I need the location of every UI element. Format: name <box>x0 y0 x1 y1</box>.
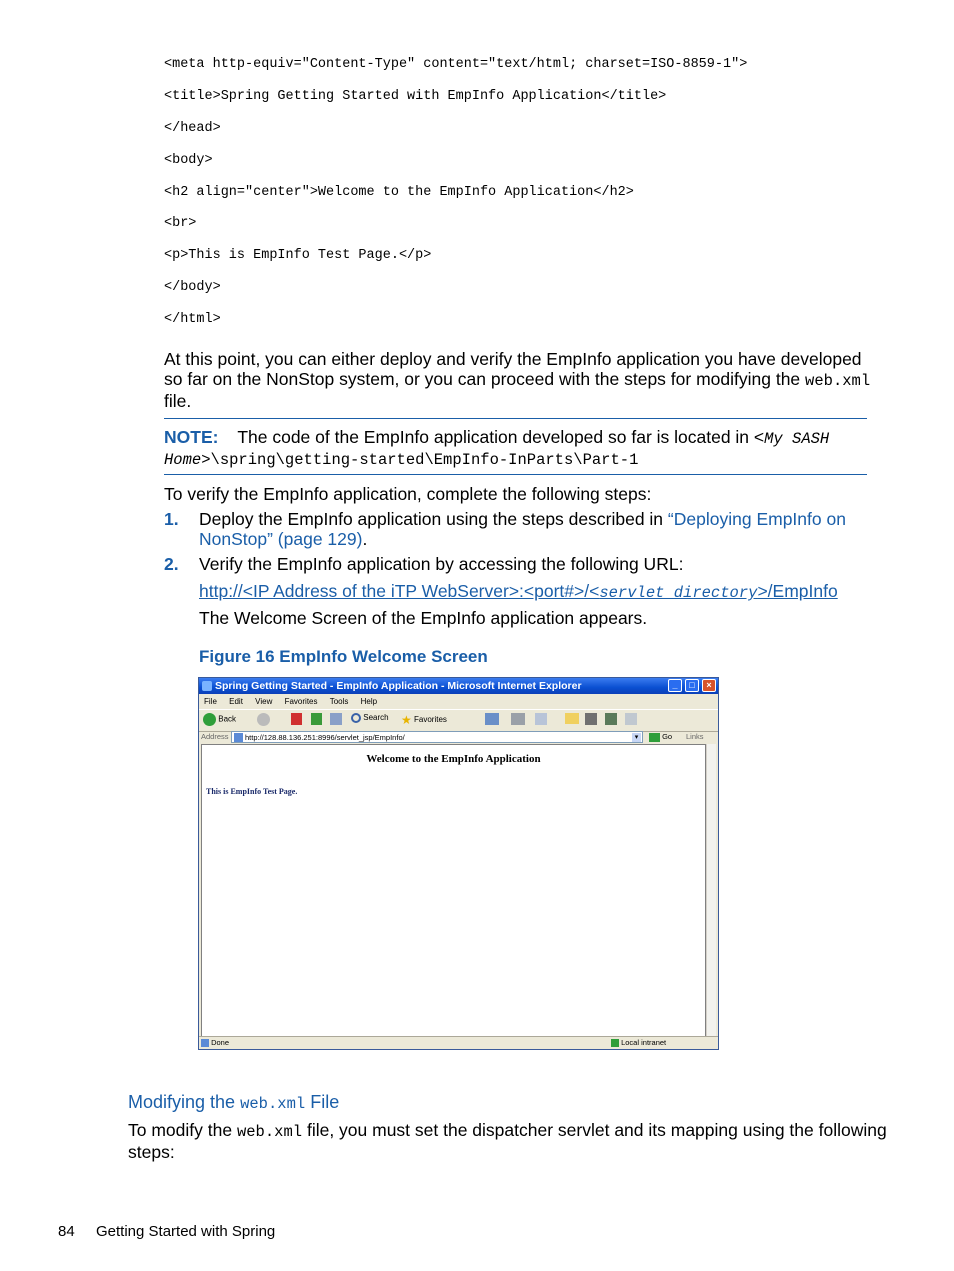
step-text: NonStop” (page 129). <box>199 529 368 549</box>
menu-view[interactable]: View <box>255 697 273 706</box>
code-line: <br> <box>164 216 197 231</box>
intranet-icon <box>611 1039 619 1047</box>
note-label: NOTE: <box>164 427 219 447</box>
star-icon: ★ <box>401 713 412 727</box>
minimize-icon[interactable]: _ <box>668 679 682 692</box>
page-heading: Welcome to the EmpInfo Application <box>366 753 541 765</box>
code-line: <body> <box>164 153 213 168</box>
home-icon[interactable] <box>330 713 342 725</box>
note: NOTE: The code of the EmpInfo application developed so far is located in <My SASH <box>164 427 830 448</box>
ie-icon <box>202 681 212 691</box>
step-result: The Welcome Screen of the EmpInfo application appears. <box>199 608 648 628</box>
maximize-icon[interactable]: □ <box>685 679 699 692</box>
code-line: <meta http-equiv="Content-Type" content="text/html; charset=ISO-8859-1"> <box>164 57 748 72</box>
note-top-rule <box>164 418 867 419</box>
menu-tools[interactable]: Tools <box>329 697 349 706</box>
section-body: To modify the web.xml file, you must set the dispatcher servlet and its mapping using the following <box>128 1120 887 1141</box>
search-icon <box>351 713 361 723</box>
favorites-button[interactable]: ★ Favorites <box>401 713 447 727</box>
search-button[interactable]: Search <box>351 713 389 723</box>
page-done-icon <box>201 1039 209 1047</box>
window-titlebar <box>199 678 718 694</box>
status-text: Done <box>211 1038 230 1047</box>
address-input[interactable]: http://128.88.136.251:8996/servlet_jsp/EmpInfo/ ▾ <box>231 731 643 743</box>
code-line: <h2 align="center">Welcome to the EmpInfo Application</h2> <box>164 185 634 200</box>
page-number: 84 <box>58 1223 75 1240</box>
code-line: </head> <box>164 121 221 136</box>
step-number: 1. <box>164 509 179 529</box>
media-icon[interactable] <box>485 713 499 725</box>
links-button[interactable]: Links <box>686 732 704 741</box>
step-text: Verify the EmpInfo application by accessing the following URL: <box>199 554 684 574</box>
paragraph-line: file. <box>164 391 192 411</box>
zone-indicator: Local intranet <box>611 1037 666 1049</box>
menu-help[interactable]: Help <box>360 697 378 706</box>
back-button[interactable]: Back <box>203 713 236 726</box>
paragraph-line: At this point, you can either deploy and verify the EmpInfo application you have developed <box>164 349 862 369</box>
status-bar <box>199 1036 718 1049</box>
toolbar <box>199 709 718 732</box>
footer-title: Getting Started with Spring <box>96 1223 276 1240</box>
browser-window <box>198 677 719 1050</box>
code-line: <p>This is EmpInfo Test Page.</p> <box>164 248 432 263</box>
edit-icon[interactable] <box>535 713 547 725</box>
refresh-icon[interactable] <box>311 713 322 725</box>
go-button[interactable]: Go <box>649 730 672 744</box>
code-line: </html> <box>164 312 221 327</box>
code-line: <title>Spring Getting Started with EmpInfo Application</title> <box>164 89 667 104</box>
figure-caption: Figure 16 EmpInfo Welcome Screen <box>199 647 488 666</box>
back-arrow-icon <box>203 713 216 726</box>
note-path: Home>\spring\getting-started\EmpInfo-InParts\Part-1 <box>164 451 639 469</box>
close-icon[interactable]: × <box>702 679 716 692</box>
address-label: Address <box>201 732 229 741</box>
forward-arrow-icon[interactable] <box>257 713 270 726</box>
note-bottom-rule <box>164 474 867 475</box>
address-bar <box>199 730 718 744</box>
deploying-link[interactable]: “Deploying EmpInfo on <box>667 509 846 529</box>
code-line: </body> <box>164 280 221 295</box>
paragraph-line: so far on the NonStop system, or you can proceed with the steps for modifying the web.xml <box>164 369 871 390</box>
stop-icon[interactable] <box>291 713 302 725</box>
menu-bar <box>199 695 718 708</box>
menu-edit[interactable]: Edit <box>229 697 243 706</box>
step-text: Deploy the EmpInfo application using the steps described in “Deploying EmpInfo on <box>199 509 846 529</box>
folder-icon[interactable] <box>565 713 579 724</box>
messenger-icon[interactable] <box>605 713 617 725</box>
page-icon <box>234 733 243 742</box>
dropdown-icon[interactable]: ▾ <box>632 733 641 742</box>
section-body: steps: <box>128 1142 175 1162</box>
print-icon[interactable] <box>511 713 525 725</box>
discuss-icon[interactable] <box>585 713 597 725</box>
menu-file[interactable]: File <box>204 697 217 706</box>
section-heading: Modifying the web.xml File <box>128 1092 340 1113</box>
window-title: Spring Getting Started - EmpInfo Application - Microsoft Internet Explorer <box>215 680 582 692</box>
vertical-scrollbar[interactable] <box>706 744 716 1037</box>
page-paragraph: This is EmpInfo Test Page. <box>206 787 298 796</box>
menu-favorites[interactable]: Favorites <box>284 697 318 706</box>
step-number: 2. <box>164 554 179 574</box>
research-icon[interactable] <box>625 713 637 725</box>
page-content <box>201 744 706 1037</box>
steps-intro: To verify the EmpInfo application, complete the following steps: <box>164 484 652 504</box>
empinfo-url-link[interactable]: http://<IP Address of the iTP WebServer>:<port#>/<servlet directory>/EmpInfo <box>199 581 838 602</box>
go-arrow-icon <box>649 733 660 742</box>
deploying-link[interactable]: NonStop” (page 129) <box>199 529 363 549</box>
